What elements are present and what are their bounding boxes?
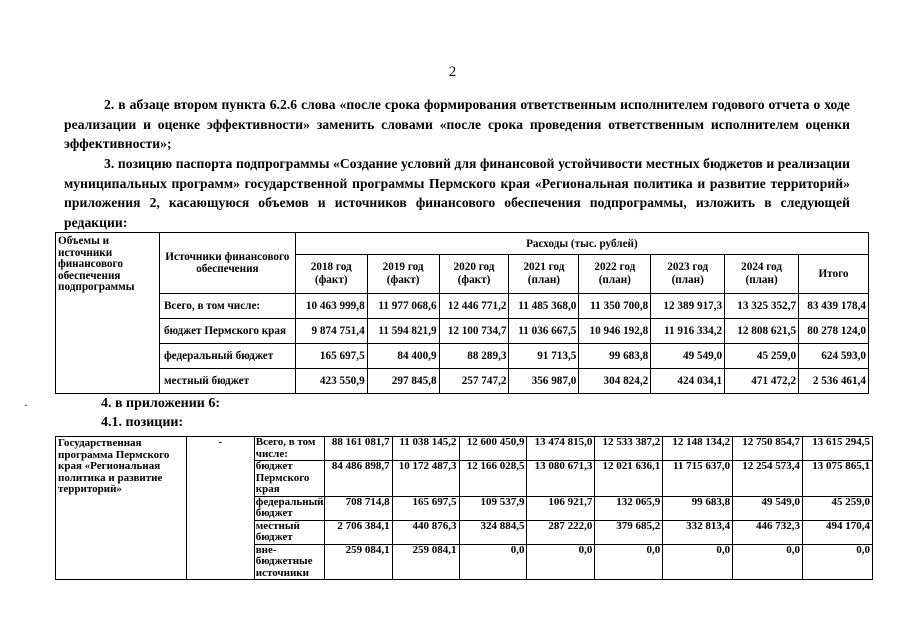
table-cell: 297 845,8 (367, 369, 439, 394)
table-cell: 83 439 178,4 (799, 294, 869, 319)
table-cell: 12 600 450,9 (459, 437, 527, 461)
table-cell: 423 550,9 (295, 369, 367, 394)
table-cell: 287 222,0 (527, 520, 595, 544)
year-header: 2021 год (план) (509, 255, 579, 294)
table-cell: 494 170,4 (803, 520, 873, 544)
table-cell: 0,0 (663, 544, 733, 580)
sources-header: Источники финансового обеспечения (159, 233, 295, 294)
source-label: местный бюджет (159, 369, 295, 394)
table-cell: 324 884,5 (459, 520, 527, 544)
table-cell: 84 486 898,7 (324, 461, 392, 497)
table-cell: 165 697,5 (295, 344, 367, 369)
table-cell: 91 713,5 (509, 344, 579, 369)
table-cell: 12 389 917,3 (651, 294, 725, 319)
table-cell: 0,0 (803, 544, 873, 580)
table-cell: 80 278 124,0 (799, 319, 869, 344)
table-cell: 259 084,1 (392, 544, 459, 580)
table-cell: 471 472,2 (725, 369, 799, 394)
table-cell: 49 549,0 (651, 344, 725, 369)
table-cell: 13 080 671,3 (527, 461, 595, 497)
table-row (56, 344, 869, 369)
table-cell: 49 549,0 (733, 496, 803, 520)
table-cell: 0,0 (733, 544, 803, 580)
paragraph-2: 3. позицию паспорта подпрограммы «Создание условий для финансовой устойчивости местных бюджетов и реализации муниципальных программ» государственной программы Пермского края «Региональная политика и развитие территорий» приложения 2, касающуюся объемов и источников финансового обеспечения подпрограммы, изложить в следующей редакции: (64, 156, 850, 230)
source-label: местный бюджет (254, 520, 324, 544)
table-cell: 13 325 352,7 (725, 294, 799, 319)
table-cell: 13 474 815,0 (527, 437, 595, 461)
table-cell: 356 987,0 (509, 369, 579, 394)
table-cell: 304 824,2 (579, 369, 651, 394)
source-label: Всего, в том числе: (159, 294, 295, 319)
table-cell: 12 808 621,5 (725, 319, 799, 344)
paragraph-1: 2. в абзаце втором пункта 6.2.6 слова «после срока формирования ответственным исполнителем годового отчета о ходе реализации и оценке эффективности» заменить словами «после срока проведения ответственным исполнителем оценки эффективности»; (64, 97, 850, 152)
table-cell: 12 533 387,2 (595, 437, 663, 461)
table-cell: 11 038 145,2 (392, 437, 459, 461)
source-label: федеральный бюджет (255, 495, 324, 519)
table-cell: 0,0 (595, 544, 663, 580)
source-label: вне-бюджетные источники (254, 544, 324, 580)
section-4-1-title: 4.1. позиции: (101, 415, 184, 430)
table-cell: 12 148 134,2 (663, 437, 733, 461)
table-row (56, 319, 869, 344)
table-cell: 132 065,9 (595, 496, 663, 520)
total-header: Итого (799, 255, 869, 294)
expenses-header: Расходы (тыс. рублей) (295, 233, 868, 255)
table-cell: 10 946 192,8 (579, 319, 651, 344)
table-cell: 10 463 999,8 (295, 294, 367, 319)
table-cell: 379 685,2 (595, 520, 663, 544)
program-name: Государственная программа Пермского края «Региональная политика и развитие территорий» (56, 437, 187, 580)
table-row (56, 437, 873, 461)
table-cell: 165 697,5 (392, 496, 459, 520)
table-cell: 99 683,8 (663, 496, 733, 520)
table-cell: 11 977 068,6 (367, 294, 439, 319)
table-cell: 424 034,1 (651, 369, 725, 394)
program-finance-table (55, 436, 873, 580)
table-cell: 2 706 384,1 (324, 520, 392, 544)
year-header: 2019 год (факт) (367, 255, 439, 294)
table-cell: 11 916 334,2 (651, 319, 725, 344)
table-cell: 11 350 700,8 (579, 294, 651, 319)
year-header: 2024 год (план) (725, 255, 799, 294)
year-header: 2023 год (план) (651, 255, 725, 294)
table-cell: 12 166 028,5 (459, 461, 527, 497)
year-header: 2020 год (факт) (439, 255, 509, 294)
table-cell: 12 021 636,1 (595, 461, 663, 497)
scan-speck: · (24, 398, 28, 412)
table-cell: 11 036 667,5 (509, 319, 579, 344)
source-label: федеральный бюджет (159, 344, 295, 369)
table-cell: 99 683,8 (579, 344, 651, 369)
table-cell: 9 874 751,4 (295, 319, 367, 344)
table-cell: 12 446 771,2 (439, 294, 509, 319)
section-4-title: 4. в приложении 6: (101, 396, 221, 411)
table-cell: 106 921,7 (527, 496, 595, 520)
table-cell: 10 172 487,3 (392, 461, 459, 497)
table-cell: 11 485 368,0 (509, 294, 579, 319)
table-cell: 13 075 865,1 (803, 461, 873, 497)
table-cell: 332 813,4 (663, 520, 733, 544)
page-number: 2 (448, 64, 457, 80)
year-header: 2022 год (план) (579, 255, 651, 294)
table-cell: 624 593,0 (799, 344, 869, 369)
table-cell: 45 259,0 (803, 496, 873, 520)
subprogram-finance-table (55, 232, 869, 394)
table-cell: 0,0 (527, 544, 595, 580)
source-label: бюджет Пермского края (159, 319, 295, 344)
dash-cell: - (186, 437, 254, 580)
table-cell: 446 732,3 (733, 520, 803, 544)
table-row (56, 369, 869, 394)
table-cell: 12 254 573,4 (733, 461, 803, 497)
table-cell: 257 747,2 (439, 369, 509, 394)
source-label: бюджет Пермского края (254, 461, 324, 497)
table-cell: 11 594 821,9 (367, 319, 439, 344)
table-cell: 2 536 461,4 (799, 369, 869, 394)
table-cell: 12 750 854,7 (733, 437, 803, 461)
year-header: 2018 год (факт) (295, 255, 367, 294)
table-cell: 0,0 (459, 544, 527, 580)
table-cell: 440 876,3 (392, 520, 459, 544)
table-cell: 45 259,0 (725, 344, 799, 369)
table-cell: 259 084,1 (324, 544, 392, 580)
table-cell: 109 537,9 (459, 496, 527, 520)
table-cell: 88 289,3 (439, 344, 509, 369)
table-cell: 13 615 294,5 (803, 437, 873, 461)
source-label: Всего, в том числе: (254, 437, 324, 461)
table-cell: 11 715 637,0 (663, 461, 733, 497)
table-row (56, 294, 869, 319)
table-cell: 12 100 734,7 (439, 319, 509, 344)
table-cell: 84 400,9 (367, 344, 439, 369)
table-cell: 708 714,8 (324, 496, 392, 520)
subprogram-label: Объемы и источники финансового обеспечения подпрограммы (56, 233, 160, 394)
table-cell: 88 161 081,7 (324, 437, 392, 461)
